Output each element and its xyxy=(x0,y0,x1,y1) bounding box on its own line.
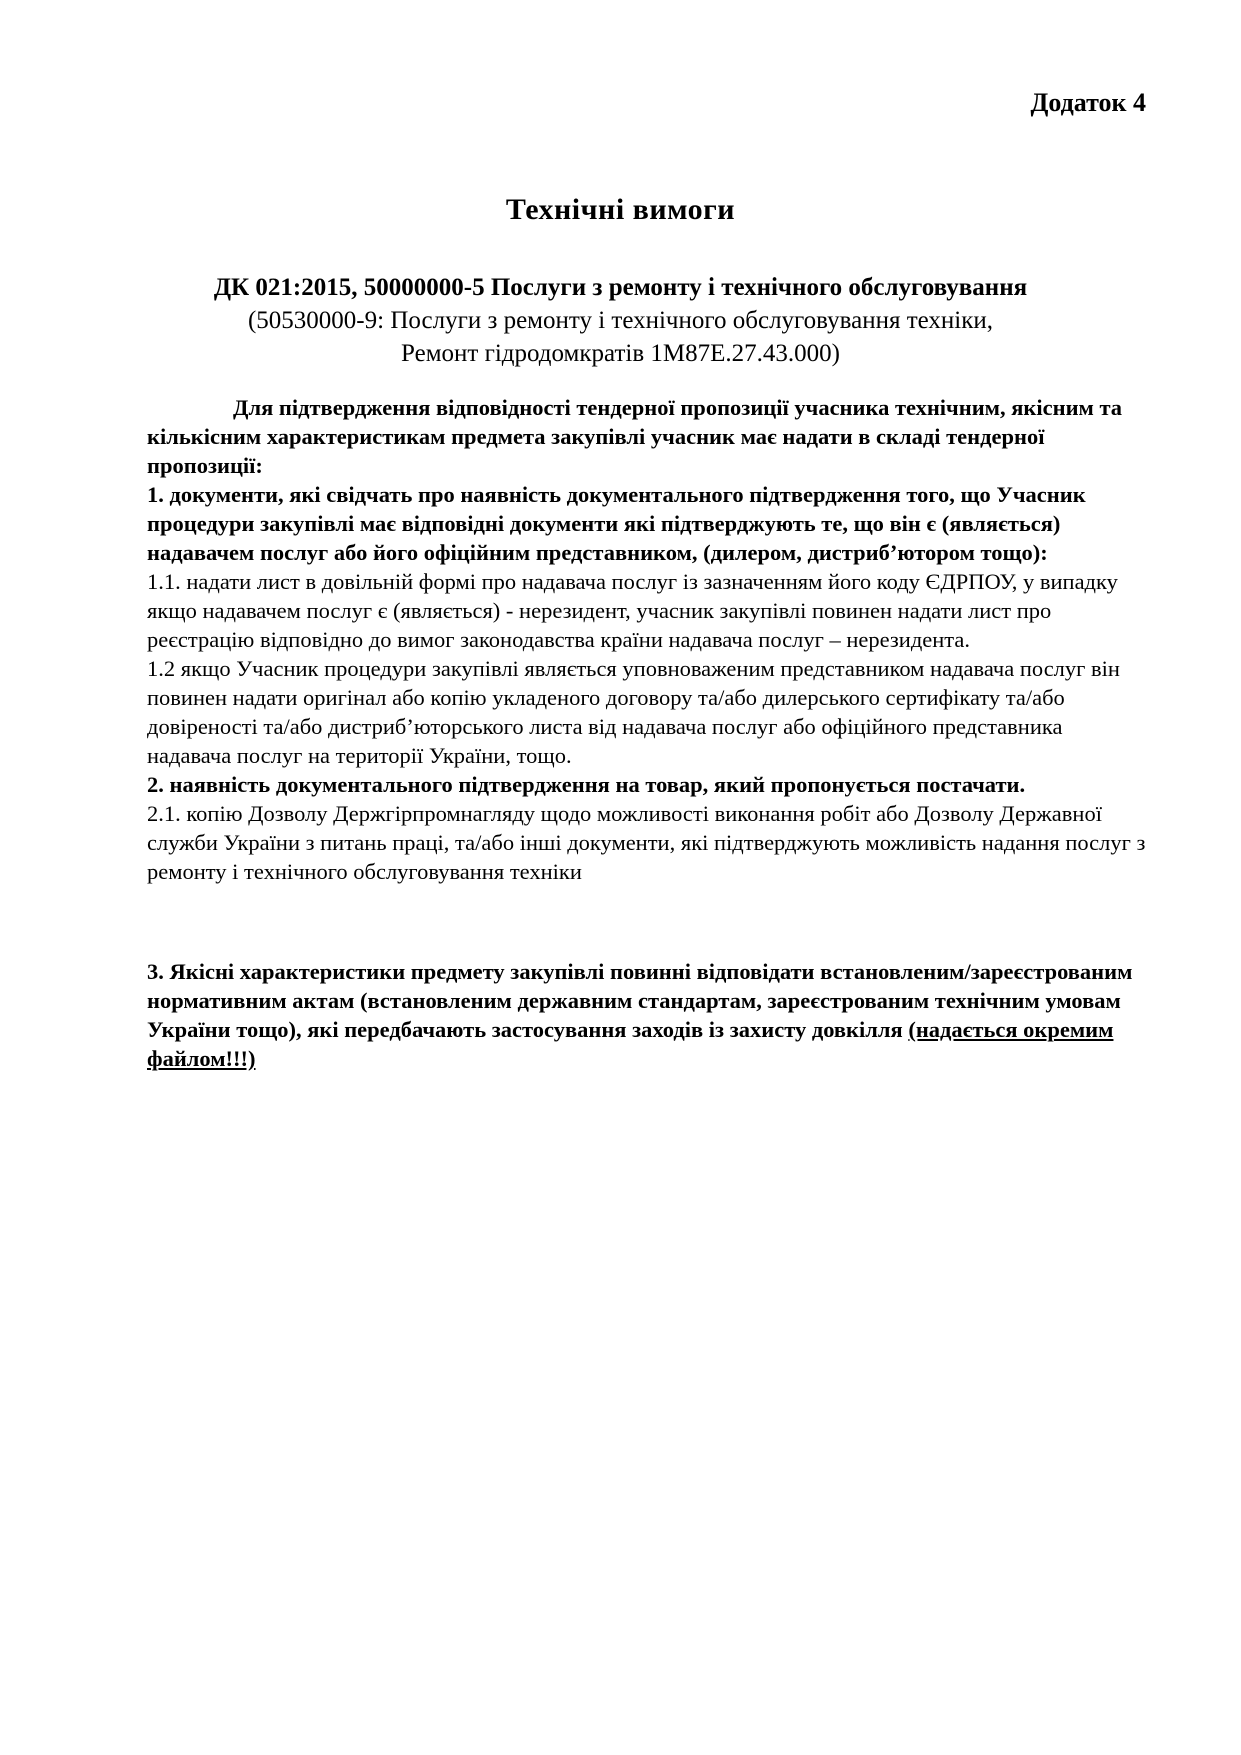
intro-paragraph: Для підтвердження відповідності тендерної пропозиції учасника технічним, якісним та кількісним характеристикам предмета закупівлі учасник має надати в складі тендерної пропозиції: xyxy=(147,395,1123,478)
requirement-2-1: 2.1. копію Дозволу Держгірпромнагляду щодо можливості виконання робіт або Дозволу Державної служби України з питань праці, та/або інші документи, які підтверджують можливість надання послуг з ремонту і технічного обслуговування техніки xyxy=(147,801,1146,884)
document-body xyxy=(147,393,1147,1073)
requirement-1-2: 1.2 якщо Учасник процедури закупівлі являється уповноваженим представником надавача послуг він повинен надати оригінал або копію укладеного договору та/або дилерського сертифікату та/або довіреності та/або дистриб’юторського листа від надавача послуг або офіційного представника надавача послуг на території України, тощо. xyxy=(147,656,1120,768)
requirement-3 xyxy=(147,957,1147,1073)
subtitle-service-line: (50530000-9: Послуги з ремонту і технічного обслуговування техніки, xyxy=(247,307,994,334)
requirement-1: 1. документи, які свідчать про наявність документального підтвердження того, що Учасник процедури закупівлі має відповідні документи які підтверджують те, що він є (являється) надавачем послуг або його офіційним представником, (дилером, дистриб’ютором тощо): xyxy=(147,482,1086,565)
document-subtitle xyxy=(0,271,1241,370)
requirement-1-1: 1.1. надати лист в довільній формі про надавача послуг із зазначенням його коду ЄДРПОУ, у випадку якщо надавачем послуг є (являється) - нерезидент, учасник закупівлі повинен надати лист про реєстрацію відповідно до вимог законодавства країни надавача послуг – нерезидента. xyxy=(147,569,1118,652)
subtitle-repair-line: Ремонт гідродомкратів 1М87Е.27.43.000) xyxy=(401,340,840,367)
document-title: Технічні вимоги xyxy=(505,193,736,226)
paragraph-spacer xyxy=(147,886,1147,957)
appendix-label: Додаток 4 xyxy=(1030,88,1146,117)
requirement-3-text: 3. Якісні характеристики предмету закупівлі повинні відповідати встановленим/зареєстрованим нормативним актам (встановленим державним стандартам, зареєстрованим технічним умовам України тощо), які передбачають застосування заходів із захисту довкілля xyxy=(147,959,1133,1042)
requirement-3-note: (надається окремим файлом!!!) xyxy=(147,1017,1114,1071)
subtitle-classifier-line: ДК 021:2015, 50000000-5 Послуги з ремонту і технічного обслуговування xyxy=(213,274,1028,301)
requirement-2: 2. наявність документального підтвердження на товар, який пропонується постачати. xyxy=(147,772,1026,797)
